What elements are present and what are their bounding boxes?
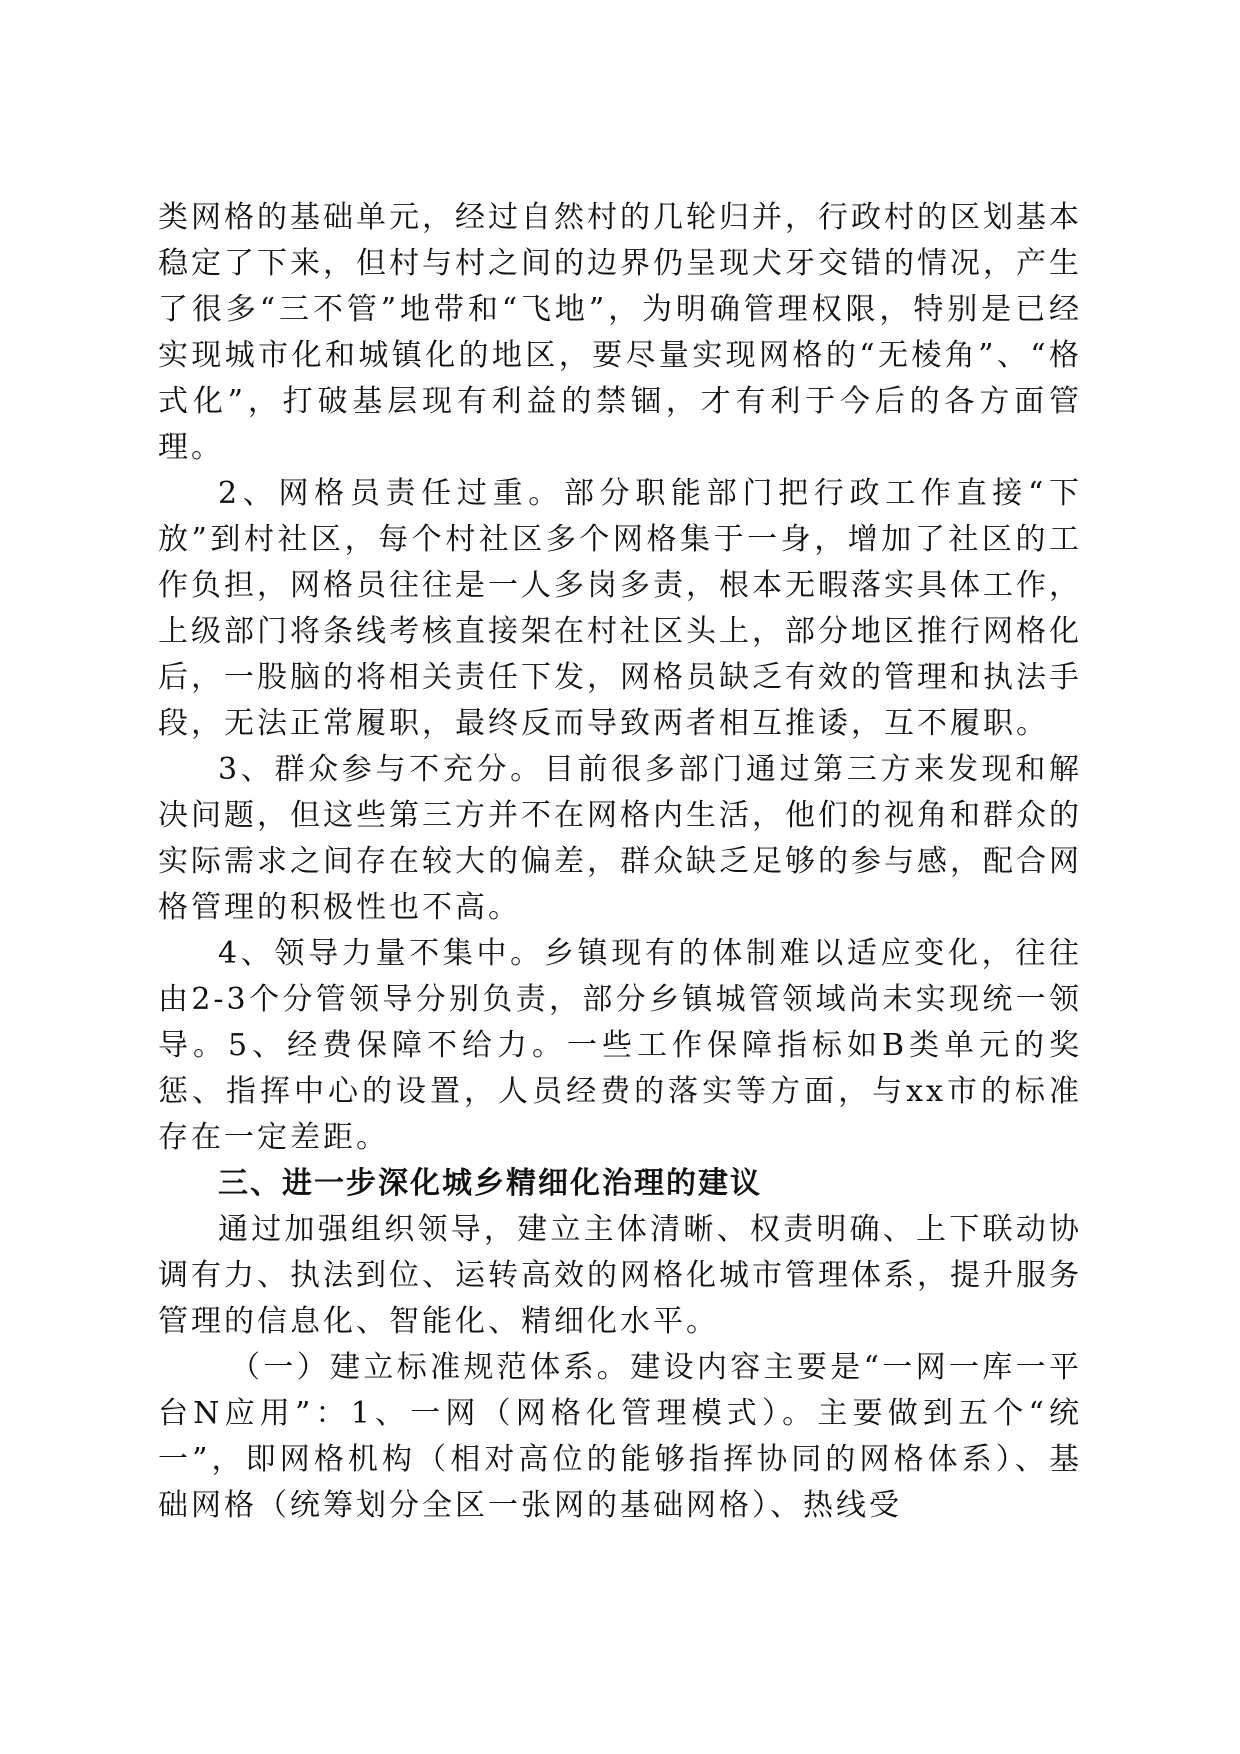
paragraph-section-3: 通过加强组织领导，建立主体清晰、权责明确、上下联动协调有力、执法到位、运转高效的网格化城市管理体系，提升服务管理的信息化、智能化、精细化水平。	[158, 1212, 1082, 1339]
document-page	[158, 195, 1082, 1529]
section-heading-3: 三、进一步深化城乡精细化治理的建议	[218, 1166, 762, 1201]
paragraph-item-3: 3、群众参与不充分。目前很多部门通过第三方来发现和解决问题，但这些第三方并不在网格内生活，他们的视角和群众的实际需求之间存在较大的偏差，群众缺乏足够的参与感，配合网格管理的积极性也不高。	[158, 752, 1082, 925]
paragraph-item-4: 4、领导力量不集中。乡镇现有的体制难以适应变化，往往由2-3个分管领导分别负责，部分乡镇城管领域尚未实现统一领导。5、经费保障不给力。一些工作保障指标如B类单元的奖惩、指挥中心的设置，人员经费的落实等方面，与xx市的标准存在一定差距。	[158, 936, 1082, 1155]
paragraph-item-2: 2、网格员责任过重。部分职能部门把行政工作直接“下放”到村社区，每个村社区多个网格集于一身，增加了社区的工作负担，网格员往往是一人多岗多责，根本无暇落实具体工作，上级部门将条线考核直接架在村社区头上，部分地区推行网格化后，一股脑的将相关责任下发，网格员缺乏有效的管理和执法手段，无法正常履职，最终反而导致两者相互推诿，互不履职。	[158, 476, 1082, 741]
paragraph-subsection-1: （一）建立标准规范体系。建设内容主要是“一网一库一平台N应用”：1、一网（网格化管理模式）。主要做到五个“统一”，即网格机构（相对高位的能够指挥协同的网格体系）、基础网格（统筹划分全区一张网的基础网格）、热线受	[158, 1350, 1082, 1523]
paragraph-intro: 类网格的基础单元，经过自然村的几轮归并，行政村的区划基本稳定了下来，但村与村之间的边界仍呈现犬牙交错的情况，产生了很多“三不管”地带和“飞地”，为明确管理权限，特别是已经实现城市化和城镇化的地区，要尽量实现网格的“无棱角”、“格式化”，打破基层现有利益的禁锢，才有利于今后的各方面管理。	[158, 200, 1082, 465]
